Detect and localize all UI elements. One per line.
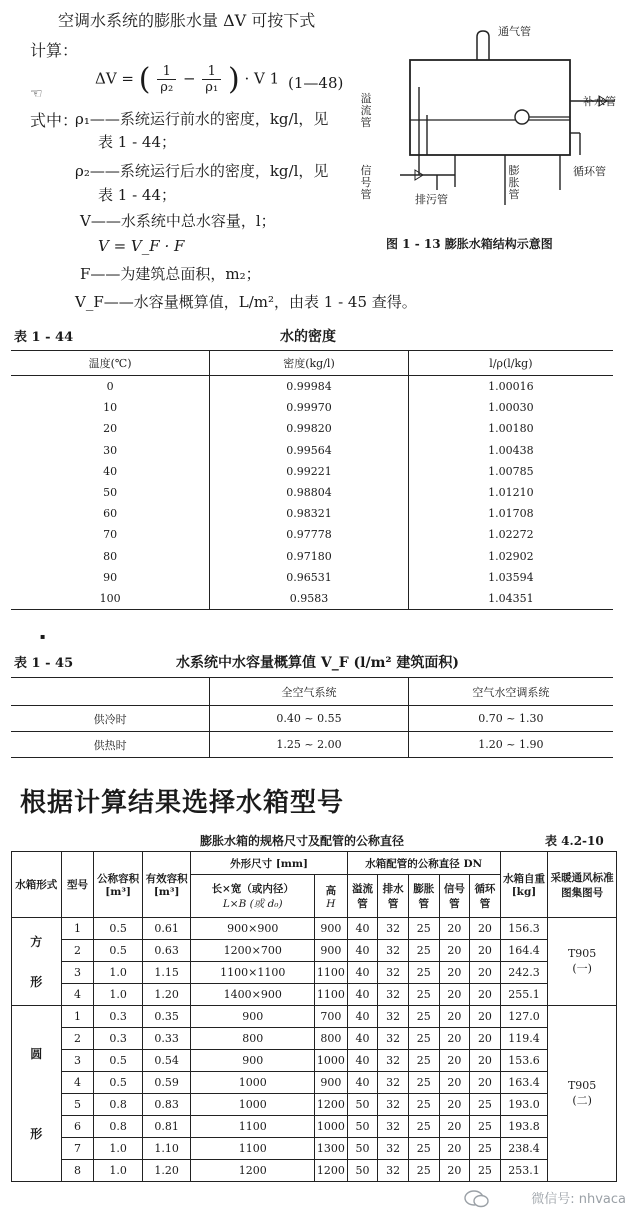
table-cell: 0.5	[94, 1050, 143, 1072]
table-cell: 25	[408, 984, 439, 1006]
table-cell: 156.3	[500, 918, 548, 940]
where-label: 式中：	[30, 111, 79, 130]
table-cell: 0.81	[142, 1116, 191, 1138]
table-cell: 0.63	[142, 940, 191, 962]
table-cell: 20	[470, 1072, 501, 1094]
table-row	[12, 984, 617, 1006]
table-cell: 900	[314, 940, 347, 962]
table-cell: 1	[61, 918, 94, 940]
table-cell: 119.4	[500, 1028, 548, 1050]
table-cell: 3	[61, 1050, 94, 1072]
table-cell: 1.02902	[408, 546, 613, 567]
table-cell: 255.1	[500, 984, 548, 1006]
table-cell: 25	[408, 918, 439, 940]
expansion-tank-spec-table	[11, 851, 617, 1182]
table-cell: 25	[470, 1116, 501, 1138]
table45-title: 水系统中水容量概算值 V_F (l/m² 建筑面积)	[176, 655, 460, 671]
table-cell: 20	[439, 962, 470, 984]
col-signal: 信号管	[439, 875, 470, 918]
table-cell: 0.8	[94, 1094, 143, 1116]
def-f: F——为建筑总面积，m₂；	[80, 265, 261, 283]
table-cell: 1000	[314, 1116, 347, 1138]
table-cell: 25	[408, 1072, 439, 1094]
table-row	[12, 1050, 617, 1072]
table-cell: 6	[61, 1116, 94, 1138]
col-atlas: 采暖通风标准图集图号	[548, 852, 617, 918]
table-cell: 20	[439, 1138, 470, 1160]
label-expansion: 膨胀管	[508, 164, 520, 201]
table-cell: 7	[61, 1138, 94, 1160]
table-cell: 25	[408, 1116, 439, 1138]
atlas-number: T905 (二)	[548, 1006, 617, 1182]
def-rho2: ρ₂——系统运行后水的密度，kg/l，见	[75, 162, 329, 180]
table-cell: 20	[470, 962, 501, 984]
table-row	[11, 397, 613, 418]
formula-minus: −	[182, 69, 196, 88]
table-cell: 253.1	[500, 1160, 548, 1182]
table-row	[12, 1138, 617, 1160]
table-cell: 1.0	[94, 962, 143, 984]
table-cell: 32	[378, 940, 409, 962]
table-cell: 0.35	[142, 1006, 191, 1028]
table-cell: 25	[408, 962, 439, 984]
table-cell: 32	[378, 962, 409, 984]
table-cell: 0.5	[94, 1072, 143, 1094]
dot-mark: ▪	[40, 632, 46, 641]
table-cell: 1100×1100	[191, 962, 315, 984]
table-cell: 1200	[314, 1160, 347, 1182]
table-cell: 25	[470, 1094, 501, 1116]
table44-number: 表 1 - 44	[14, 330, 74, 345]
table-cell: 40	[347, 940, 378, 962]
table-cell: 700	[314, 1006, 347, 1028]
table-cell: 238.4	[500, 1138, 548, 1160]
table-cell: 20	[470, 1028, 501, 1050]
table-cell: 20	[439, 1072, 470, 1094]
table-cell: 0.98321	[210, 503, 409, 524]
tank-form: 方形	[12, 918, 62, 1006]
table410-number: 表 4.2-10	[545, 834, 604, 848]
table-cell: 1200	[314, 1094, 347, 1116]
table-cell: 900	[191, 1050, 315, 1072]
table-cell: 32	[378, 984, 409, 1006]
table-cell: 1300	[314, 1138, 347, 1160]
table-row	[11, 503, 613, 524]
table-row	[11, 376, 613, 398]
table-row	[11, 482, 613, 503]
wechat-icon	[464, 1189, 490, 1209]
table-cell: 25	[408, 1050, 439, 1072]
table-cell: 1.04351	[408, 588, 613, 610]
table-cell: 800	[314, 1028, 347, 1050]
table-cell: 242.3	[500, 962, 548, 984]
table-cell: 20	[439, 918, 470, 940]
label-overflow: 溢流管	[360, 92, 372, 129]
table-cell: 0.54	[142, 1050, 191, 1072]
table-cell: 32	[378, 1050, 409, 1072]
table-cell: 32	[378, 1028, 409, 1050]
table-row	[11, 546, 613, 567]
intro-line-2: 计算：	[30, 41, 79, 60]
table44-title: 水的密度	[280, 329, 336, 345]
col-overflow: 溢流管	[347, 875, 378, 918]
table-cell: 1.15	[142, 962, 191, 984]
table-cell: 40	[347, 984, 378, 1006]
tank-drawing	[355, 15, 640, 215]
table-cell: 0.99564	[210, 440, 409, 461]
col-dims-h: 高 H	[314, 875, 347, 918]
table-row	[12, 918, 617, 940]
table-cell: 20	[470, 918, 501, 940]
label-drain: 排污管	[415, 193, 448, 206]
table-row	[12, 1072, 617, 1094]
table-cell: 20	[470, 940, 501, 962]
table-cell: 1.01708	[408, 503, 613, 524]
table-cell: 4	[61, 984, 94, 1006]
table-cell: 1.03594	[408, 567, 613, 588]
table-cell: 1.01210	[408, 482, 613, 503]
watermark-text: 微信号: nhvaca	[531, 1192, 626, 1207]
table-row	[11, 418, 613, 439]
table-cell: 20	[439, 1116, 470, 1138]
table-cell: 0.98804	[210, 482, 409, 503]
table-cell: 20	[439, 984, 470, 1006]
table-cell: 20	[439, 1050, 470, 1072]
table-row: 供冷时 0.40 ~ 0.55 0.70 ~ 1.30	[11, 706, 613, 732]
table-cell: 1000	[191, 1094, 315, 1116]
table-cell: 0.97180	[210, 546, 409, 567]
table-cell: 0.61	[142, 918, 191, 940]
table-cell: 20	[470, 1050, 501, 1072]
table-cell: 50	[347, 1138, 378, 1160]
table-cell: 1000	[314, 1050, 347, 1072]
col-expansion: 膨胀管	[408, 875, 439, 918]
table-cell: 1200×700	[191, 940, 315, 962]
col-pipes: 水箱配管的公称直径 DN	[347, 852, 500, 875]
label-vent: 通气管	[498, 25, 531, 38]
col-weight: 水箱自重 [kg]	[500, 852, 548, 918]
table-cell: 32	[378, 1072, 409, 1094]
table-cell: 1.20	[142, 1160, 191, 1182]
table-cell: 0.99820	[210, 418, 409, 439]
table-cell: 20	[11, 418, 210, 439]
table-cell: 0.97778	[210, 524, 409, 545]
table-cell: 1100	[191, 1116, 315, 1138]
table45-header: 全空气系统	[210, 678, 409, 706]
col-effective: 有效容积 [m³]	[142, 852, 191, 918]
table-cell: 127.0	[500, 1006, 548, 1028]
table-cell: 164.4	[500, 940, 548, 962]
table-cell: 0.9583	[210, 588, 409, 610]
table44-header: l/ρ(l/kg)	[408, 351, 613, 376]
table-row	[11, 440, 613, 461]
table45-number: 表 1 - 45	[14, 656, 74, 671]
col-dims: 外形尺寸 [mm]	[191, 852, 347, 875]
table-cell: 900	[314, 1072, 347, 1094]
table-cell: 100	[11, 588, 210, 610]
formula-rhs: · V 1	[244, 69, 280, 88]
table-cell: 193.8	[500, 1116, 548, 1138]
def-v: V——水系统中总水容量，l；	[80, 212, 276, 230]
table-cell: 30	[11, 440, 210, 461]
table-cell: 800	[191, 1028, 315, 1050]
table-cell: 32	[378, 1006, 409, 1028]
table-cell: 1100	[191, 1138, 315, 1160]
table-cell: 40	[347, 962, 378, 984]
table-cell: 1.10	[142, 1138, 191, 1160]
col-dims-lb: 长×宽（或内径） L×B (或 d₀)	[191, 875, 315, 918]
table-cell: 50	[347, 1116, 378, 1138]
atlas-number: T905 (一)	[548, 918, 617, 1006]
table-cell: 193.0	[500, 1094, 548, 1116]
table-cell: 20	[439, 940, 470, 962]
water-density-table	[11, 350, 613, 610]
table-cell: 0.8	[94, 1116, 143, 1138]
col-drain: 排水管	[378, 875, 409, 918]
table-cell: 80	[11, 546, 210, 567]
table-cell: 50	[347, 1094, 378, 1116]
table-cell: 0.99221	[210, 461, 409, 482]
col-model: 型号	[61, 852, 94, 918]
table-cell: 40	[11, 461, 210, 482]
label-signal: 信号管	[360, 164, 372, 201]
table-cell: 40	[347, 918, 378, 940]
def-vf: V_F——水容量概算值，L/m²，由表 1 - 45 查得。	[75, 293, 417, 311]
table-cell: 1100	[314, 962, 347, 984]
table-cell: 10	[11, 397, 210, 418]
table-cell: 25	[408, 940, 439, 962]
table-row	[12, 1160, 617, 1182]
table-cell: 0.99970	[210, 397, 409, 418]
formula-main: ΔV = ( $\frac{1}{\text{ρ₂}}$ − $\frac{1}{\text{ρ₁}}$ ) · V 1	[95, 62, 280, 97]
table-cell: 0.33	[142, 1028, 191, 1050]
diagram-caption: 图 1 - 13 膨胀水箱结构示意图	[386, 237, 553, 251]
table-cell: 25	[408, 1028, 439, 1050]
table-cell: 1.00030	[408, 397, 613, 418]
col-nominal: 公称容积 [m³]	[94, 852, 143, 918]
table-cell: 70	[11, 524, 210, 545]
table-cell: 25	[408, 1094, 439, 1116]
table-cell: 25	[408, 1160, 439, 1182]
def-rho1: ρ₁——系统运行前水的密度，kg/l，见	[75, 110, 329, 128]
section-heading: 根据计算结果选择水箱型号	[20, 788, 345, 818]
table-cell: 20	[470, 984, 501, 1006]
table-row	[11, 461, 613, 482]
equation-number: (1—48)	[288, 74, 344, 92]
intro-line-1: 空调水系统的膨胀水量 ΔV 可按下式	[58, 11, 316, 30]
formula-lhs: ΔV =	[95, 69, 135, 88]
table44-header: 密度(kg/l)	[210, 351, 409, 376]
table-cell: 2	[61, 1028, 94, 1050]
fraction-1: $\frac{1}{\text{ρ₂}}$	[157, 64, 176, 95]
table-cell: 900×900	[191, 918, 315, 940]
table-cell: 32	[378, 1094, 409, 1116]
table-cell: 2	[61, 940, 94, 962]
label-circulation: 循环管	[573, 165, 606, 178]
table-row	[12, 1116, 617, 1138]
table-cell: 0.99984	[210, 376, 409, 398]
table-row	[11, 588, 613, 610]
table-cell: 153.6	[500, 1050, 548, 1072]
label-makeup: 补水管	[583, 95, 616, 108]
table-cell: 1.00785	[408, 461, 613, 482]
table-cell: 40	[347, 1072, 378, 1094]
table-cell: 0.96531	[210, 567, 409, 588]
table-cell: 4	[61, 1072, 94, 1094]
table-cell: 25	[470, 1160, 501, 1182]
table-cell: 32	[378, 1116, 409, 1138]
table-cell: 900	[314, 918, 347, 940]
table-cell: 1.20	[142, 984, 191, 1006]
col-circulation: 循环管	[470, 875, 501, 918]
table-cell: 1.0	[94, 1138, 143, 1160]
table-row: 供热时 1.25 ~ 2.00 1.20 ~ 1.90	[11, 732, 613, 758]
hand-cursor-icon: ☜	[30, 86, 43, 102]
table-cell: 1.0	[94, 984, 143, 1006]
table-cell: 40	[347, 1050, 378, 1072]
table-cell: 32	[378, 918, 409, 940]
table-cell: 1	[61, 1006, 94, 1028]
col-form: 水箱形式	[12, 852, 62, 918]
table-cell: 1200	[191, 1160, 315, 1182]
table45-header: 空气水空调系统	[408, 678, 613, 706]
table-row	[12, 962, 617, 984]
table-cell: 40	[347, 1028, 378, 1050]
table-cell: 40	[347, 1006, 378, 1028]
table-cell: 90	[11, 567, 210, 588]
table-cell: 50	[11, 482, 210, 503]
def-rho1-ref: 表 1 - 44；	[98, 133, 177, 151]
table-cell: 1.00016	[408, 376, 613, 398]
table-cell: 5	[61, 1094, 94, 1116]
table-row	[12, 1006, 617, 1028]
table-cell: 8	[61, 1160, 94, 1182]
fraction-2: $\frac{1}{\text{ρ₁}}$	[202, 64, 221, 95]
table-cell: 25	[408, 1138, 439, 1160]
table-cell: 0.59	[142, 1072, 191, 1094]
table-cell: 32	[378, 1138, 409, 1160]
table-cell: 0.5	[94, 940, 143, 962]
table-cell: 20	[439, 1094, 470, 1116]
table-cell: 1.00180	[408, 418, 613, 439]
table-cell: 1400×900	[191, 984, 315, 1006]
table-row	[11, 567, 613, 588]
table-row	[12, 940, 617, 962]
table-cell: 0.3	[94, 1028, 143, 1050]
expansion-tank-diagram	[355, 15, 640, 215]
table-cell: 1000	[191, 1072, 315, 1094]
table-cell: 1.00438	[408, 440, 613, 461]
table45-header	[11, 678, 210, 706]
def-rho2-ref: 表 1 - 44；	[98, 186, 177, 204]
table-cell: 0	[11, 376, 210, 398]
table-cell: 32	[378, 1160, 409, 1182]
table-cell: 900	[191, 1006, 315, 1028]
table-cell: 0.83	[142, 1094, 191, 1116]
table-row	[12, 1094, 617, 1116]
table-cell: 20	[439, 1028, 470, 1050]
table-cell: 20	[470, 1006, 501, 1028]
def-v-eq: V = V_F · F	[98, 237, 185, 255]
table-cell: 1.02272	[408, 524, 613, 545]
table-cell: 0.3	[94, 1006, 143, 1028]
table-cell: 25	[408, 1006, 439, 1028]
table-cell: 1100	[314, 984, 347, 1006]
table-cell: 0.5	[94, 918, 143, 940]
table-cell: 20	[439, 1006, 470, 1028]
table-cell: 1.0	[94, 1160, 143, 1182]
table-cell: 50	[347, 1160, 378, 1182]
table410-title: 膨胀水箱的规格尺寸及配管的公称直径	[200, 834, 405, 848]
table-cell: 3	[61, 962, 94, 984]
table-cell: 20	[439, 1160, 470, 1182]
table-row	[11, 524, 613, 545]
water-volume-table	[11, 677, 613, 758]
table44-header: 温度(℃)	[11, 351, 210, 376]
table-cell: 60	[11, 503, 210, 524]
tank-form: 圆形	[12, 1006, 62, 1182]
table-row	[12, 1028, 617, 1050]
table-cell: 163.4	[500, 1072, 548, 1094]
table-cell: 25	[470, 1138, 501, 1160]
